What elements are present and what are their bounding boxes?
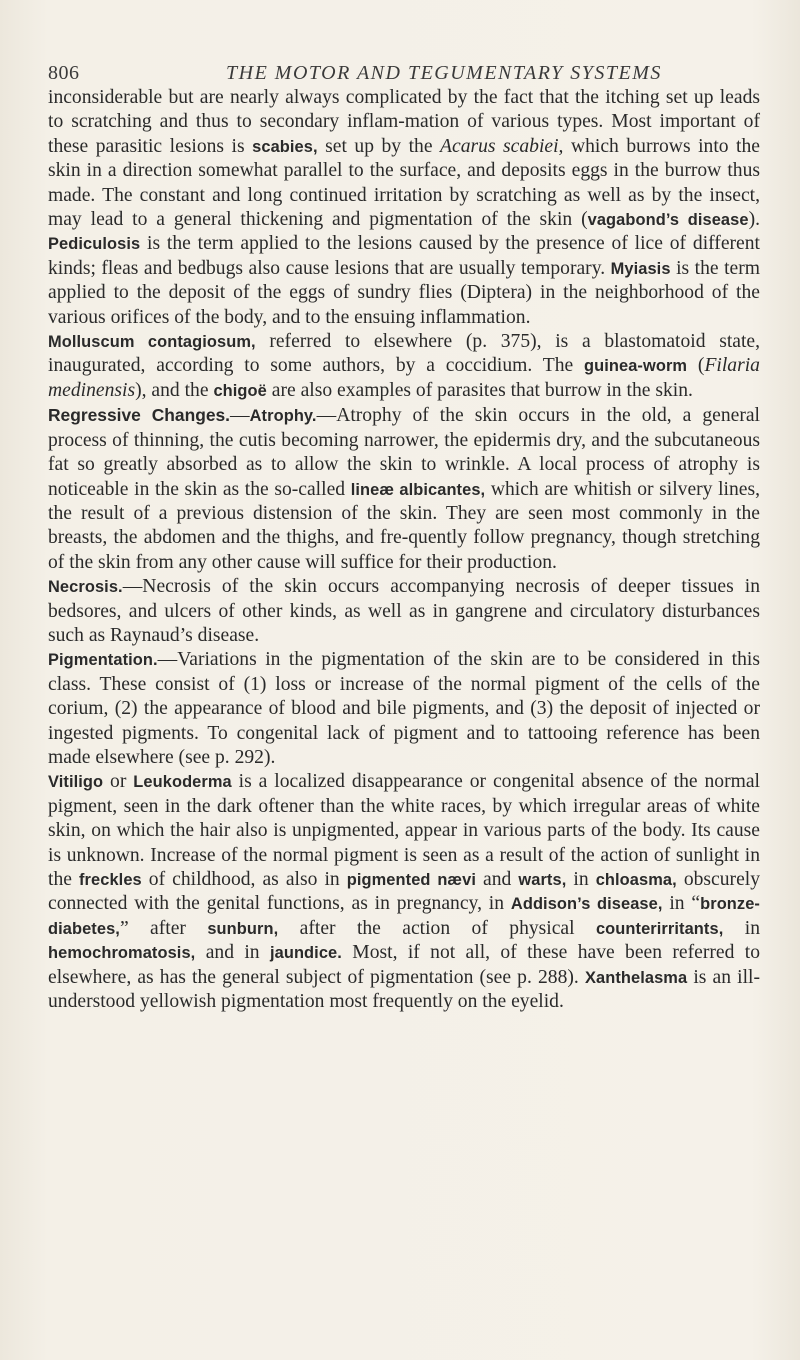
term-addisons-disease: Addison’s disease, [510, 895, 663, 914]
paragraph-pigmentation [48, 648, 760, 770]
term-pigmented-naevi: pigmented nævi [346, 871, 476, 889]
term-jaundice: jaundice. [269, 944, 342, 963]
text-run: referred to elsewhere (p. 375), is a blastomatoid state, inaugurated, according to some authors, by a coccidium. The [48, 331, 761, 377]
text-run: is an ill-understood yellowish pigmentation most frequently on the eyelid. [48, 966, 760, 1013]
term-leukoderma: Leukoderma [133, 773, 232, 792]
text-run: — [230, 405, 250, 427]
text-run: in “ [662, 893, 701, 915]
text-run: in [723, 917, 760, 939]
subheading-atrophy: Atrophy. [249, 407, 317, 426]
text-run: ” after [119, 917, 208, 939]
term-counterirritants: counterirritants, [595, 919, 724, 938]
text-run: which are whitish or silvery lines, the result of a previous distension of the skin. They are seen most commonly in the breasts, the abdomen and the thighs, and fre-quently follow pregnancy, though stretching of the skin from any other cause will suffice for their production. [48, 478, 760, 573]
text-run: set up by the [317, 135, 441, 157]
text-run: ). [748, 209, 761, 231]
term-myiasis: Myiasis [610, 259, 671, 278]
text-run: and [475, 869, 519, 890]
term-chigoe: chigoë [213, 381, 267, 400]
term-vagabonds-disease: vagabond’s disease [587, 211, 749, 230]
text-run: after the action of physical [278, 917, 596, 939]
text-run: obscurely connected with the genital functions, as in pregnancy, in [48, 869, 761, 915]
paragraph-regressive-changes [48, 403, 760, 575]
paragraph-parasites [48, 86, 760, 330]
page-number: 806 [48, 62, 80, 84]
text-run: or [103, 771, 134, 793]
paragraph-vitiligo [48, 770, 760, 1014]
text-run: is the term applied to the deposit of the eggs of sundry flies (Diptera) in the neighborhood of the various orifices of the body, and to the ensuing inflammation. [48, 257, 760, 328]
term-vitiligo: Vitiligo [48, 773, 104, 792]
text-run: and in [195, 942, 270, 964]
term-xanthelasma: Xanthelasma [584, 968, 688, 987]
term-molluscum-contagiosum: Molluscum contagiosum, [48, 333, 256, 352]
text-run: is a localized disappearance or congenital absence of the normal pigment, seen in the dark oftener than the white races, by which irregular areas of white skin, on which the hair also is unpigmented, appear in various parts of the body. Its cause is unknown. Increase of the normal pigment is seen as a result of the action of sunlight in the [48, 771, 760, 890]
text-run: ( [687, 355, 705, 377]
subheading-necrosis: Necrosis. [48, 578, 123, 597]
text-run: —Variations in the pigmentation of the skin are to be considered in this class. These consist of (1) loss or increase of the normal pigment of the cells of the corium, (2) the appearance of blood and bile pigments, and (3) the deposit of injected or ingested pigments. To congenital lack of pigment and to tattooing reference has been made elsewhere (see p. 292). [48, 649, 760, 768]
body-text [48, 86, 760, 1014]
text-run: inconsiderable but are nearly always complicated by the fact that the itching set up leads to scratching and thus to secondary inflam-mation of various types. Most important of these parasitic lesions is [48, 87, 760, 157]
text-run: ), and the [135, 379, 214, 401]
term-warts: warts, [518, 871, 567, 889]
text-run: Most, if not all, of these have been referred to elsewhere, as has the general subject of pigmentation (see p. 288). [48, 942, 760, 988]
term-freckles: freckles [78, 871, 142, 889]
text-run: of childhood, as also in [141, 869, 347, 890]
text-run: —Atrophy of the skin occurs in the old, a general process of thinning, the cutis becoming narrower, the epidermis dry, and the subcutaneous fat so greatly absorbed as to allow the skin to wrinkle. A local process of atrophy is noticeable in the skin as the so-called [48, 405, 761, 500]
term-hemochromatosis: hemochromatosis, [48, 944, 196, 963]
subheading-pigmentation: Pigmentation. [48, 651, 158, 670]
term-filaria-medinensis: Filaria medinensis [48, 355, 760, 401]
text-run: are also examples of parasites that burrow in the skin. [266, 379, 693, 401]
term-bronze-diabetes: bronze-diabetes, [48, 895, 760, 938]
term-lineae-albicantes: lineæ albicantes, [350, 480, 486, 499]
term-chloasma: chloasma, [595, 871, 677, 889]
text-run: which burrows into the skin in a direction somewhat parallel to the surface, and deposits eggs in the burrow thus made. The constant and long continued irritation by scratching as well as by the insect, may lead to a general thickening and pigmentation of the skin ( [48, 135, 760, 231]
term-scabies: scabies, [252, 137, 318, 156]
term-guinea-worm: guinea-worm [584, 357, 688, 376]
term-pediculosis: Pediculosis [48, 235, 141, 254]
term-sunburn: sunburn, [207, 919, 279, 938]
running-head: THE MOTOR AND TEGUMENTARY SYSTEMS [226, 62, 662, 84]
paragraph-molluscum [48, 330, 760, 403]
text-run: in [566, 869, 596, 890]
text-run: —Necrosis of the skin occurs accompanying necrosis of deeper tissues in bedsores, and ulcers of other kinds, as well as in gangrene and circulatory disturbances such as Raynaud’s disease. [48, 576, 760, 646]
text-run: is the term applied to the lesions caused by the presence of lice of different kinds; fleas and bedbugs also cause lesions that are usually temporary. [48, 233, 760, 279]
term-acarus-scabiei: Acarus scabiei, [440, 135, 564, 157]
section-heading-regressive-changes: Regressive Changes. [48, 405, 231, 426]
paragraph-necrosis [48, 575, 760, 648]
